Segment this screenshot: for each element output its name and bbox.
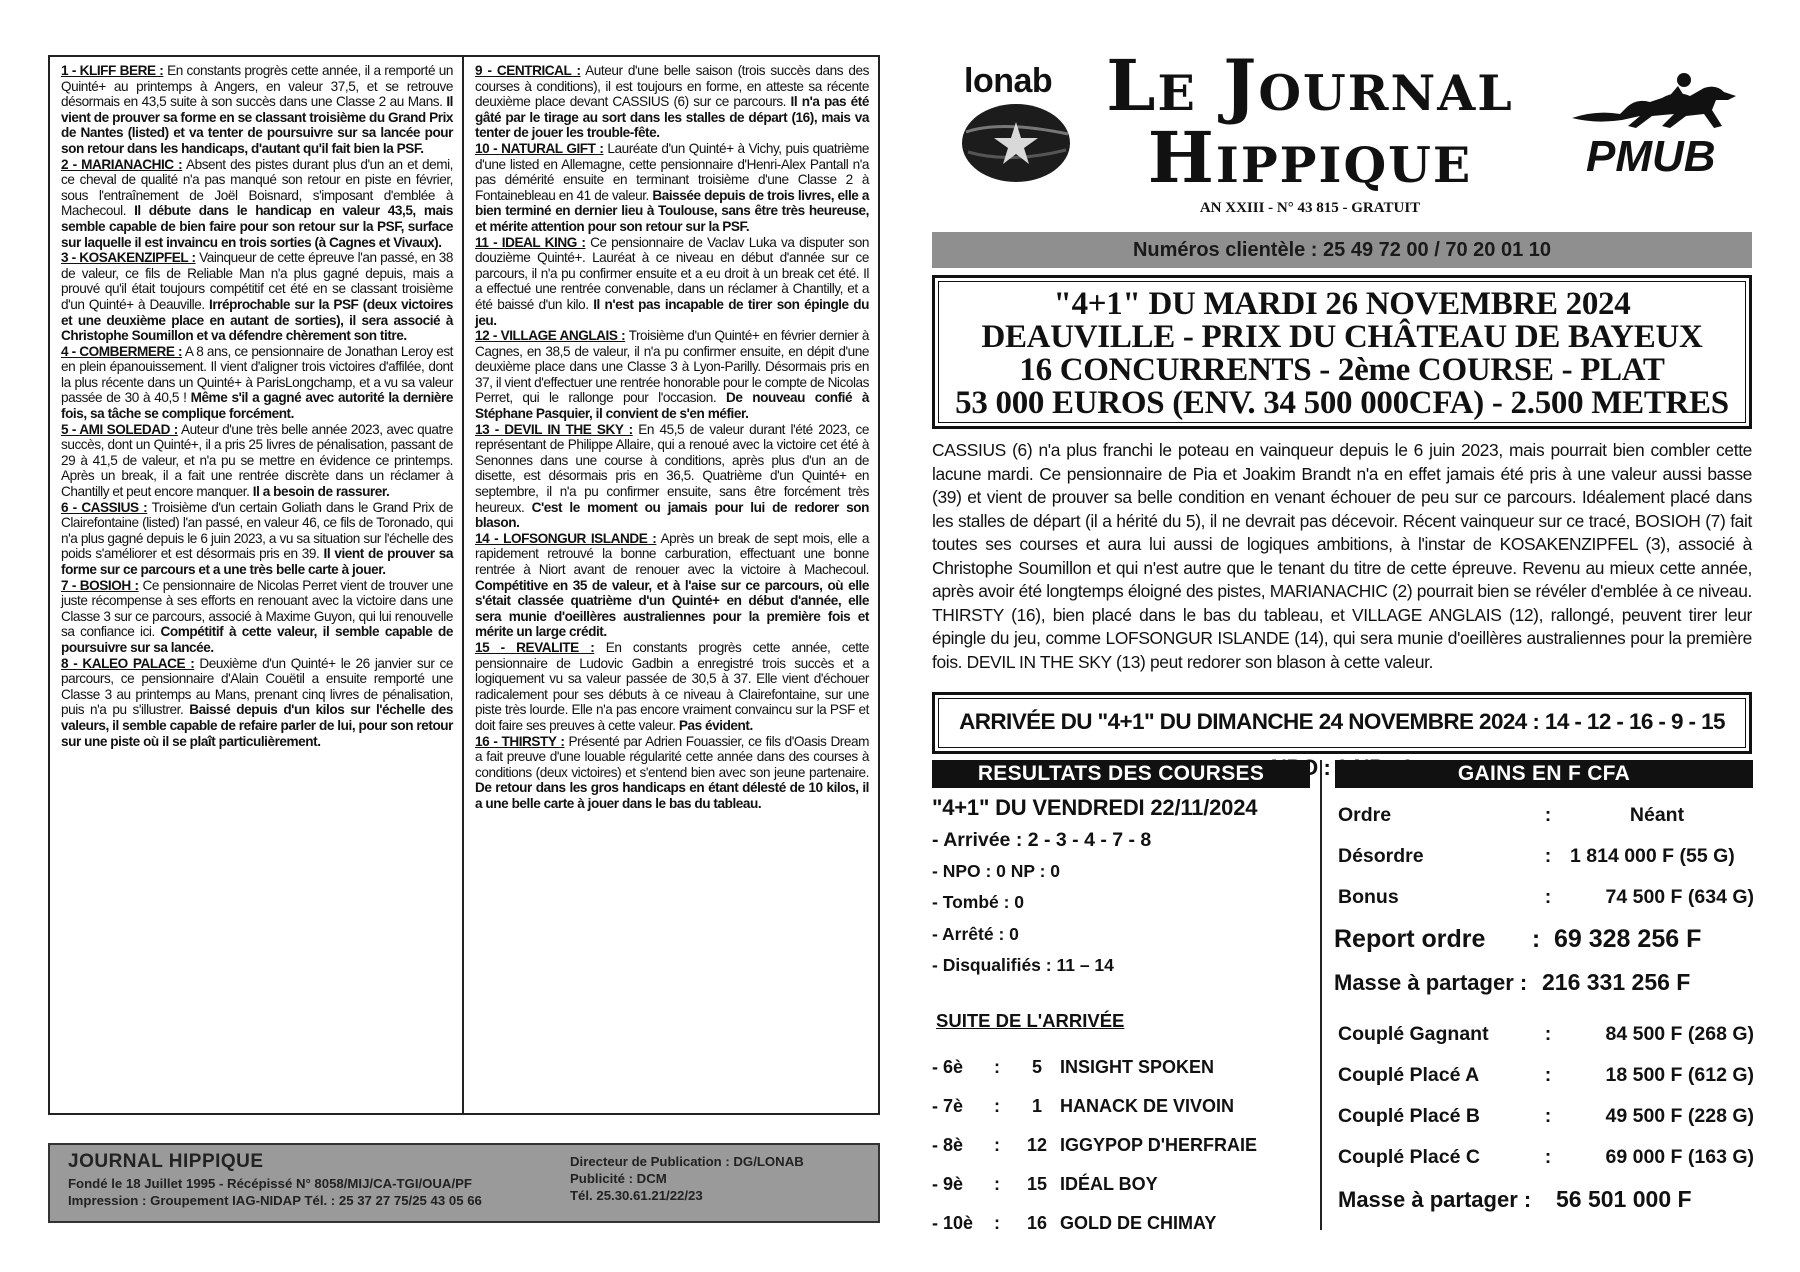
- horse-comment: [61, 157, 453, 251]
- horse-verdict: Irréprochable sur la PSF (deux victoires et une deuxième place en autant de sorties), il sera associé à Christophe Soumillon et va défendre chèrement son titre.: [61, 296, 453, 344]
- suite-number: 15: [1026, 1174, 1048, 1194]
- horse-verdict: Compétitif à cette valeur, il semble capable de poursuivre sur sa lancée.: [61, 624, 453, 655]
- gain-value: 49 500 F (228 G): [1605, 1105, 1754, 1127]
- masse-value: 216 331 256 F: [1542, 969, 1691, 995]
- result-npo: - NPO : 0 NP : 0: [932, 860, 1061, 881]
- results-block: [932, 795, 1310, 987]
- results-header: RESULTATS DES COURSES: [932, 760, 1310, 788]
- gain-colon: :: [1544, 1146, 1552, 1168]
- horse-comment: [475, 63, 869, 141]
- result-disqualified: - Disqualifiés : 11 – 14: [932, 955, 1114, 975]
- gain-masse-1: [1334, 961, 1754, 1004]
- horse-verdict: Compétitive en 35 de valeur, et à l'aise sur ce parcours, où elle s'était classée quatrième d'un Quinté+ en début d'année, elle sera munie d'oeillères australiennes pour la première fois et mérite un large crédit.: [475, 577, 869, 640]
- horse-text: Lauréate d'un Quinté+ à Vichy, puis quatrième d'une listed en Allemagne, cette pensionnaire d'Henri-Alex Pantall n'a pas démérité ensuite en terminant troisième d'une Classe 2 à Fontainebleau en 41 de valeur.: [475, 140, 869, 203]
- race-purse: 53 000 EUROS (ENV. 34 500 000CFA) - 2.500 METRES: [955, 385, 1729, 421]
- gain-row-desordre: [1334, 836, 1754, 877]
- race-venue: DEAUVILLE - PRIX DU CHÂTEAU DE BAYEUX: [981, 319, 1703, 355]
- horse-name: 9 - CENTRICAL :: [475, 63, 581, 78]
- horse-name: 6 - CASSIUS :: [61, 499, 148, 515]
- suite-list: [932, 1048, 1310, 1243]
- footer-publicity: Publicité : DCM: [570, 1171, 667, 1186]
- horse-text: Ce pensionnaire de Nicolas Perret vient de trouver une juste récompense à ses efforts en renouant avec la victoire dans une Classe 3 sur ce parcours, associé à Maxime Guyon, qui lui renouvelle sa confiance ici.: [61, 577, 454, 640]
- gain-colon: :: [1544, 1105, 1552, 1127]
- horse-comment: [475, 141, 869, 235]
- horse-text: Troisième d'un certain Goliath dans le Grand Prix de Clairefontaine (listed) l'an passé, en valeur 46, ce fils de Toronado, qui n'a plus gagné depuis le 6 juin 2023, a vu sa situation sur l'échelle des poids s'améliorer et est désormais pris en 39.: [61, 499, 453, 562]
- suite-position: - 10è: [932, 1213, 974, 1233]
- gain-value: 74 500 F (634 G): [1605, 886, 1754, 908]
- lonab-logo: [960, 62, 1080, 188]
- footer-founded: Fondé le 18 Juillet 1995 - Récépissé N° 8058/MIJ/CA-TGI/OUA/PF: [68, 1176, 472, 1191]
- commentary-column-1: [50, 57, 464, 1113]
- horse-name: 14 - LOFSONGUR ISLANDE :: [475, 530, 657, 546]
- gain-colon: :: [1544, 886, 1552, 908]
- horse-name: 5 - AMI SOLEDAD :: [61, 421, 178, 437]
- horse-verdict: Baissé depuis d'un kilos sur l'échelle des valeurs, il semble capable de refaire parler de lui, pour son retour sur une piste où il se plaît particulièrement.: [61, 702, 453, 749]
- footer-title: JOURNAL HIPPIQUE: [68, 1151, 264, 1172]
- horse-verdict: C'est le moment ou jamais pour lui de redorer son blason.: [475, 499, 869, 531]
- issue-number: AN XXIII - N° 43 815 - GRATUIT: [1199, 200, 1421, 216]
- suite-row: [932, 1048, 1310, 1087]
- horse-verdict: Baissée depuis de trois livres, elle a bien terminé en dernier lieu à Toulouse, sans être très heureuse, et mérite attention pour son retour sur la PSF.: [475, 187, 869, 234]
- horse-name: 1 - KLIFF BERE :: [61, 63, 164, 78]
- gain-label: Bonus: [1338, 886, 1399, 908]
- suite-horse: IGGYPOP D'HERFRAIE: [1060, 1135, 1257, 1155]
- gain-colon: :: [1544, 1023, 1552, 1045]
- horse-text: En constants progrès cette année, il a remporté un Quinté+ au printemps à Angers, en valeur 37,5, et se retrouve désormais en 43,5 suite à son succès dans une Classe 2 au Mans.: [61, 63, 454, 110]
- footer-director: Directeur de Publication : DG/LONAB: [570, 1154, 804, 1169]
- suite-colon: :: [994, 1057, 1000, 1077]
- horse-name: 16 - THIRSTY :: [475, 733, 565, 749]
- gain-label: Couplé Placé A: [1338, 1064, 1480, 1086]
- horse-verdict: Même s'il a gagné avec autorité la dernière fois, sa tâche se complique forcément.: [61, 390, 453, 422]
- horse-comment: [475, 328, 869, 422]
- suite-position: - 9è: [932, 1174, 964, 1194]
- horse-text: Auteur d'une belle saison (trois succès dans des courses à conditions), il est toujours en forme, en atteste sa récente deuxième place devant CASSIUS (6) sur ce parcours.: [475, 63, 869, 110]
- suite-row: [932, 1165, 1310, 1204]
- gain-value: 69 000 F (163 G): [1605, 1146, 1754, 1168]
- horse-verdict: Il débute dans le handicap en valeur 43,5, mais semble capable de bien faire pour son retour sur la PSF, surface sur laquelle il est invaincu en trois sorties (à Cagnes et Vivaux).: [61, 203, 453, 250]
- horse-comment: [61, 500, 453, 578]
- gain-label: Couplé Placé C: [1338, 1146, 1480, 1168]
- suite-row: [932, 1126, 1310, 1165]
- suite-position: - 8è: [932, 1135, 964, 1155]
- suite-number: 12: [1026, 1135, 1048, 1155]
- masthead-title-line1: Le Journal: [1106, 44, 1514, 127]
- horse-text: Absent des pistes durant plus d'un an et demi, ce cheval de qualité n'a pas manqué son retour en piste en février, sous l'entraînement de Joël Boisnard, s'imposant d'emblée à Machecoul.: [61, 156, 454, 219]
- suite-number: 16: [1026, 1213, 1048, 1233]
- result-arrival: - Arrivée : 2 - 3 - 4 - 7 - 8: [932, 829, 1152, 851]
- gain-colon: :: [1544, 804, 1552, 826]
- pmub-wordmark: PMUB: [1586, 132, 1716, 181]
- suite-horse: HANACK DE VIVOIN: [1060, 1096, 1235, 1116]
- footer-tel: Tél. 25.30.61.21/22/23: [570, 1188, 703, 1203]
- horse-name: 12 - VILLAGE ANGLAIS :: [475, 328, 626, 344]
- masthead-title-line2: Hippique: [1147, 116, 1473, 199]
- horse-text: Ce pensionnaire de Vaclav Luka va disputer son douzième Quinté+. Lauréat à ce niveau en début d'année sur ce parcours, il n'a pu confirmer ensuite et a eu droit à un break cet été. Il a effectué une rentrée convenable, dans un réclamer à Chantilly, et a été baissé d'un kilo.: [475, 234, 869, 312]
- gain-row-couple-place-b: [1334, 1096, 1754, 1137]
- horse-comment: [475, 640, 869, 734]
- horse-name: 10 - NATURAL GIFT :: [475, 140, 604, 156]
- gain-value: 18 500 F (612 G): [1605, 1064, 1754, 1086]
- suite-colon: :: [994, 1213, 1000, 1233]
- gains-header: GAINS EN F CFA: [1335, 760, 1753, 788]
- horse-name: 7 - BOSIOH :: [61, 577, 139, 593]
- masse-label: Masse à partager :: [1334, 969, 1528, 995]
- gain-row-couple-gagnant: [1334, 1014, 1754, 1055]
- horse-name: 13 - DEVIL IN THE SKY :: [475, 421, 633, 437]
- suite-horse: GOLD DE CHIMAY: [1060, 1213, 1217, 1233]
- publication-footer: [48, 1143, 880, 1223]
- horse-comment: [475, 531, 869, 640]
- horse-text: En 45,5 de valeur durant l'été 2023, ce représentant de Philippe Allaire, qui a renoué avec la victoire cet été à Senonnes dans une course à conditions, après plus d'un an de disette, est désormais pris en 36,5. Quatrième d'un Quinté+ en septembre, il n'a pu confirmer ensuite, sans être forcément très heureux.: [475, 421, 869, 515]
- suite-colon: :: [994, 1174, 1000, 1194]
- race-commentary: CASSIUS (6) n'a plus franchi le poteau en vainqueur depuis le 6 juin 2023, mais pourrait bien combler cette lacune mardi. Ce pensionnaire de Pia et Joakim Brandt n'a en effet jamais été pris à une valeur aussi basse (39) et vient de prouver sa belle condition en venant échouer de peu sur ce parcours. Idéalement placé dans les stalles de départ (il a hérité du 5), il ne devrait pas décevoir. Récent vainqueur sur ce tracé, BOSIOH (7) fait toutes ses courses et aura lui aussi de logiques ambitions, à l'instar de KOSAKENZIPFEL (3), associé à Christophe Soumillon et qui n'est autre que le tenant du titre de cette épreuve. Revenu au mieux cette année, après avoir été longtemps éloigné des pistes, MARIANACHIC (2) pourrait bien se révéler d'emblée à ce niveau. THIRSTY (16), bien placé dans le bas du tableau, et VILLAGE ANGLAIS (12), rallongé, peuvent tirer leur épingle du jeu, comme LOFSONGUR ISLANDE (14), qui sera munie d'oeillères australiennes pour la première fois. DEVIL IN THE SKY (13) peut redorer son blason à cette valeur.: [932, 440, 1753, 672]
- arrival-text: ARRIVÉE DU "4+1" DU DIMANCHE 24 NOVEMBRE 2024 : 14 - 12 - 16 - 9 - 15 :: [938, 698, 1746, 748]
- horse-verdict: Il a besoin de rassurer.: [252, 484, 390, 500]
- horse-text: Troisième d'un Quinté+ en février dernier à Cagnes, en 38,5 de valeur, il n'a pu confirmer ensuite, en dépit d'une deuxième place dans une Classe 3 à Lyon-Parilly. Désormais pris en 37, il vient d'effectuer une rentrée honorable pour le compte de Nicolas Perret, qui le rallonge pour l'occasion.: [475, 328, 869, 406]
- horse-comment: [61, 250, 453, 344]
- horse-verdict: Il vient de prouver sa forme en se classant troisième du Grand Prix de Nantes (listed) et va tenter de poursuivre sur sa lancée pour son retour dans les handicaps, d'autant qu'il fait bien la PSF.: [61, 94, 454, 156]
- horse-text: Présenté par Adrien Fouassier, ce fils d'Oasis Dream a fait preuve d'une louable régularité cette année dans des courses à conditions (deux victoires) et s'entend bien avec son jeune partenaire.: [475, 733, 869, 780]
- gain-row-couple-place-c: [1334, 1137, 1754, 1178]
- horse-verdict: Il n'est pas incapable de tirer son épingle du jeu.: [475, 296, 869, 328]
- horse-verdict: Il n'a pas été gâté par le tirage au sort dans les stalles de départ (16), mais va tenter de jouer les trouble-fête.: [475, 94, 869, 141]
- horse-name: 2 - MARIANACHIC :: [61, 156, 183, 172]
- horse-comment: [61, 422, 453, 500]
- horse-text: Après un break de sept mois, elle a rapidement retrouvé la bonne carburation, effectuant une bonne rentrée à Niort avant de renouer avec la victoire à Machecoul.: [475, 530, 869, 577]
- race-runners: 16 CONCURRENTS - 2ème COURSE - PLAT: [1019, 352, 1665, 388]
- gain-label: Couplé Gagnant: [1338, 1023, 1489, 1045]
- horse-comment: [61, 344, 453, 422]
- gain-colon: :: [1544, 1064, 1552, 1086]
- footer-right-block: [570, 1153, 804, 1204]
- suite-colon: :: [994, 1096, 1000, 1116]
- horse-name: 15 - REVALITE :: [475, 639, 595, 655]
- horse-jockey-icon: [1566, 70, 1756, 140]
- gain-label: Couplé Placé B: [1338, 1105, 1480, 1127]
- gain-value: 1 814 000 F (55 G): [1570, 845, 1735, 867]
- race-date: "4+1" DU MARDI 26 NOVEMBRE 2024: [1053, 286, 1631, 322]
- gain-row-ordre: [1334, 795, 1754, 836]
- race-title-inner: [938, 281, 1746, 423]
- result-stopped: - Arrêté : 0: [932, 923, 1019, 944]
- suite-horse: INSIGHT SPOKEN: [1060, 1057, 1215, 1077]
- report-value: 69 328 256 F: [1554, 925, 1702, 953]
- gain-row-bonus: [1334, 877, 1754, 918]
- masse-value: 56 501 000 F: [1556, 1186, 1692, 1212]
- horse-commentary-box: [48, 55, 880, 1115]
- pmub-logo: [1566, 70, 1756, 190]
- gain-value: 84 500 F (268 G): [1605, 1023, 1754, 1045]
- horse-verdict: De nouveau confié à Stéphane Pasquier, il convient de s'en méfier.: [475, 390, 869, 422]
- suite-row: [932, 1087, 1310, 1126]
- gain-colon: :: [1544, 845, 1552, 867]
- horse-name: 3 - KOSAKENZIPFEL :: [61, 250, 196, 266]
- race-title-box: [932, 275, 1752, 429]
- client-numbers-bar: Numéros clientèle : 25 49 72 00 / 70 20 01 10: [932, 232, 1752, 268]
- suite-row: [932, 1204, 1310, 1243]
- results-title: "4+1" DU VENDREDI 22/11/2024: [932, 795, 1258, 820]
- masse-label: Masse à partager :: [1338, 1186, 1532, 1212]
- horse-verdict: Pas évident.: [678, 717, 753, 733]
- suite-position: - 7è: [932, 1096, 964, 1116]
- footer-printing: Impression : Groupement IAG-NIDAP Tél. : 25 37 27 75/25 43 05 66: [68, 1193, 482, 1208]
- suite-position: - 6è: [932, 1057, 964, 1077]
- horse-text: En constants progrès cette année, cette pensionnaire de Ludovic Gadbin a enregistré trois succès et a logiquement vu sa valeur passée de 30,5 à 37. Elle vient d'échouer radicalement pour ses débuts à ce niveau à Clairefontaine, sur une piste très lourde. Elle n'a pas encore vraiment convaincu sur la PSF et doit faire ses preuves à cette valeur.: [475, 639, 869, 733]
- horse-comment: [475, 422, 869, 531]
- result-fallen: - Tombé : 0: [932, 892, 1025, 912]
- horse-comment: [61, 578, 453, 656]
- horse-text: Deuxième d'un Quinté+ le 26 janvier sur ce parcours, ce pensionnaire d'Alain Couëtil a ensuite remporté une Classe 3 au printemps au Mans, prenant cinq livres de pénalisation, puis n'a pu s'illustrer.: [61, 655, 453, 718]
- horse-comment: [61, 63, 453, 157]
- gain-value: Néant: [1629, 804, 1685, 826]
- suite-horse: IDÉAL BOY: [1060, 1174, 1158, 1194]
- gain-label: Désordre: [1338, 845, 1424, 867]
- column-divider: [1320, 760, 1322, 1230]
- horse-name: 4 - COMBERMERE :: [61, 343, 183, 359]
- horse-comment: [475, 734, 869, 812]
- suite-number: 5: [1031, 1057, 1042, 1077]
- horse-name: 11 - IDEAL KING :: [475, 234, 586, 250]
- lonab-wordmark: lonab: [964, 62, 1053, 100]
- commentary-column-2: [464, 57, 878, 1113]
- gain-row-couple-place-a: [1334, 1055, 1754, 1096]
- lonab-star-icon: [960, 102, 1072, 184]
- gain-label: Ordre: [1338, 804, 1392, 826]
- horse-verdict: De retour dans les gros handicaps en étant délesté de 10 kilos, il a une belle carte à jouer dans le bas du tableau.: [475, 780, 869, 811]
- gain-report-ordre: [1334, 918, 1754, 961]
- suite-title: SUITE DE L'ARRIVÉE: [936, 1010, 1125, 1031]
- horse-text: A 8 ans, ce pensionnaire de Jonathan Leroy est en plein épanouissement. Il vient d'aligner trois victoires d'affilée, dont la plus récente dans un Quinté+ à ParisLongchamp, et a vu sa valeur passée de 30 à 40,5 !: [61, 343, 453, 406]
- horse-comment: [61, 656, 453, 750]
- horse-name: 8 - KALEO PALACE :: [61, 655, 195, 671]
- horse-text: Vainqueur de cette épreuve l'an passé, en 38 de valeur, ce fils de Reliable Man n'a plus gagné depuis, mais a prouvé qu'il était toujours compétitif cet été en se classant troisième d'un Quinté+ à Deauville.: [61, 250, 453, 312]
- gain-masse-2: [1334, 1178, 1754, 1221]
- gains-block: [1334, 795, 1754, 1221]
- horse-comment: [475, 235, 869, 329]
- horse-text: Auteur d'une très belle année 2023, avec quatre succès, dont un Quinté+, il a pris 25 livres de pénalisation, passant de 29 à 41,5 de valeur, et n'a pu se mettre en évidence ce printemps. Après un break, il a fait une rentrée discrète dans un réclamer à Chantilly et peut encore manquer.: [61, 421, 453, 500]
- masthead-title: [1090, 44, 1530, 199]
- horse-verdict: Il vient de prouver sa forme sur ce parcours et a une très belle carte à jouer.: [61, 546, 453, 577]
- gain-colon: :: [1531, 925, 1541, 953]
- report-label: Report ordre: [1334, 925, 1486, 953]
- suite-number: 1: [1031, 1096, 1042, 1116]
- suite-colon: :: [994, 1135, 1000, 1155]
